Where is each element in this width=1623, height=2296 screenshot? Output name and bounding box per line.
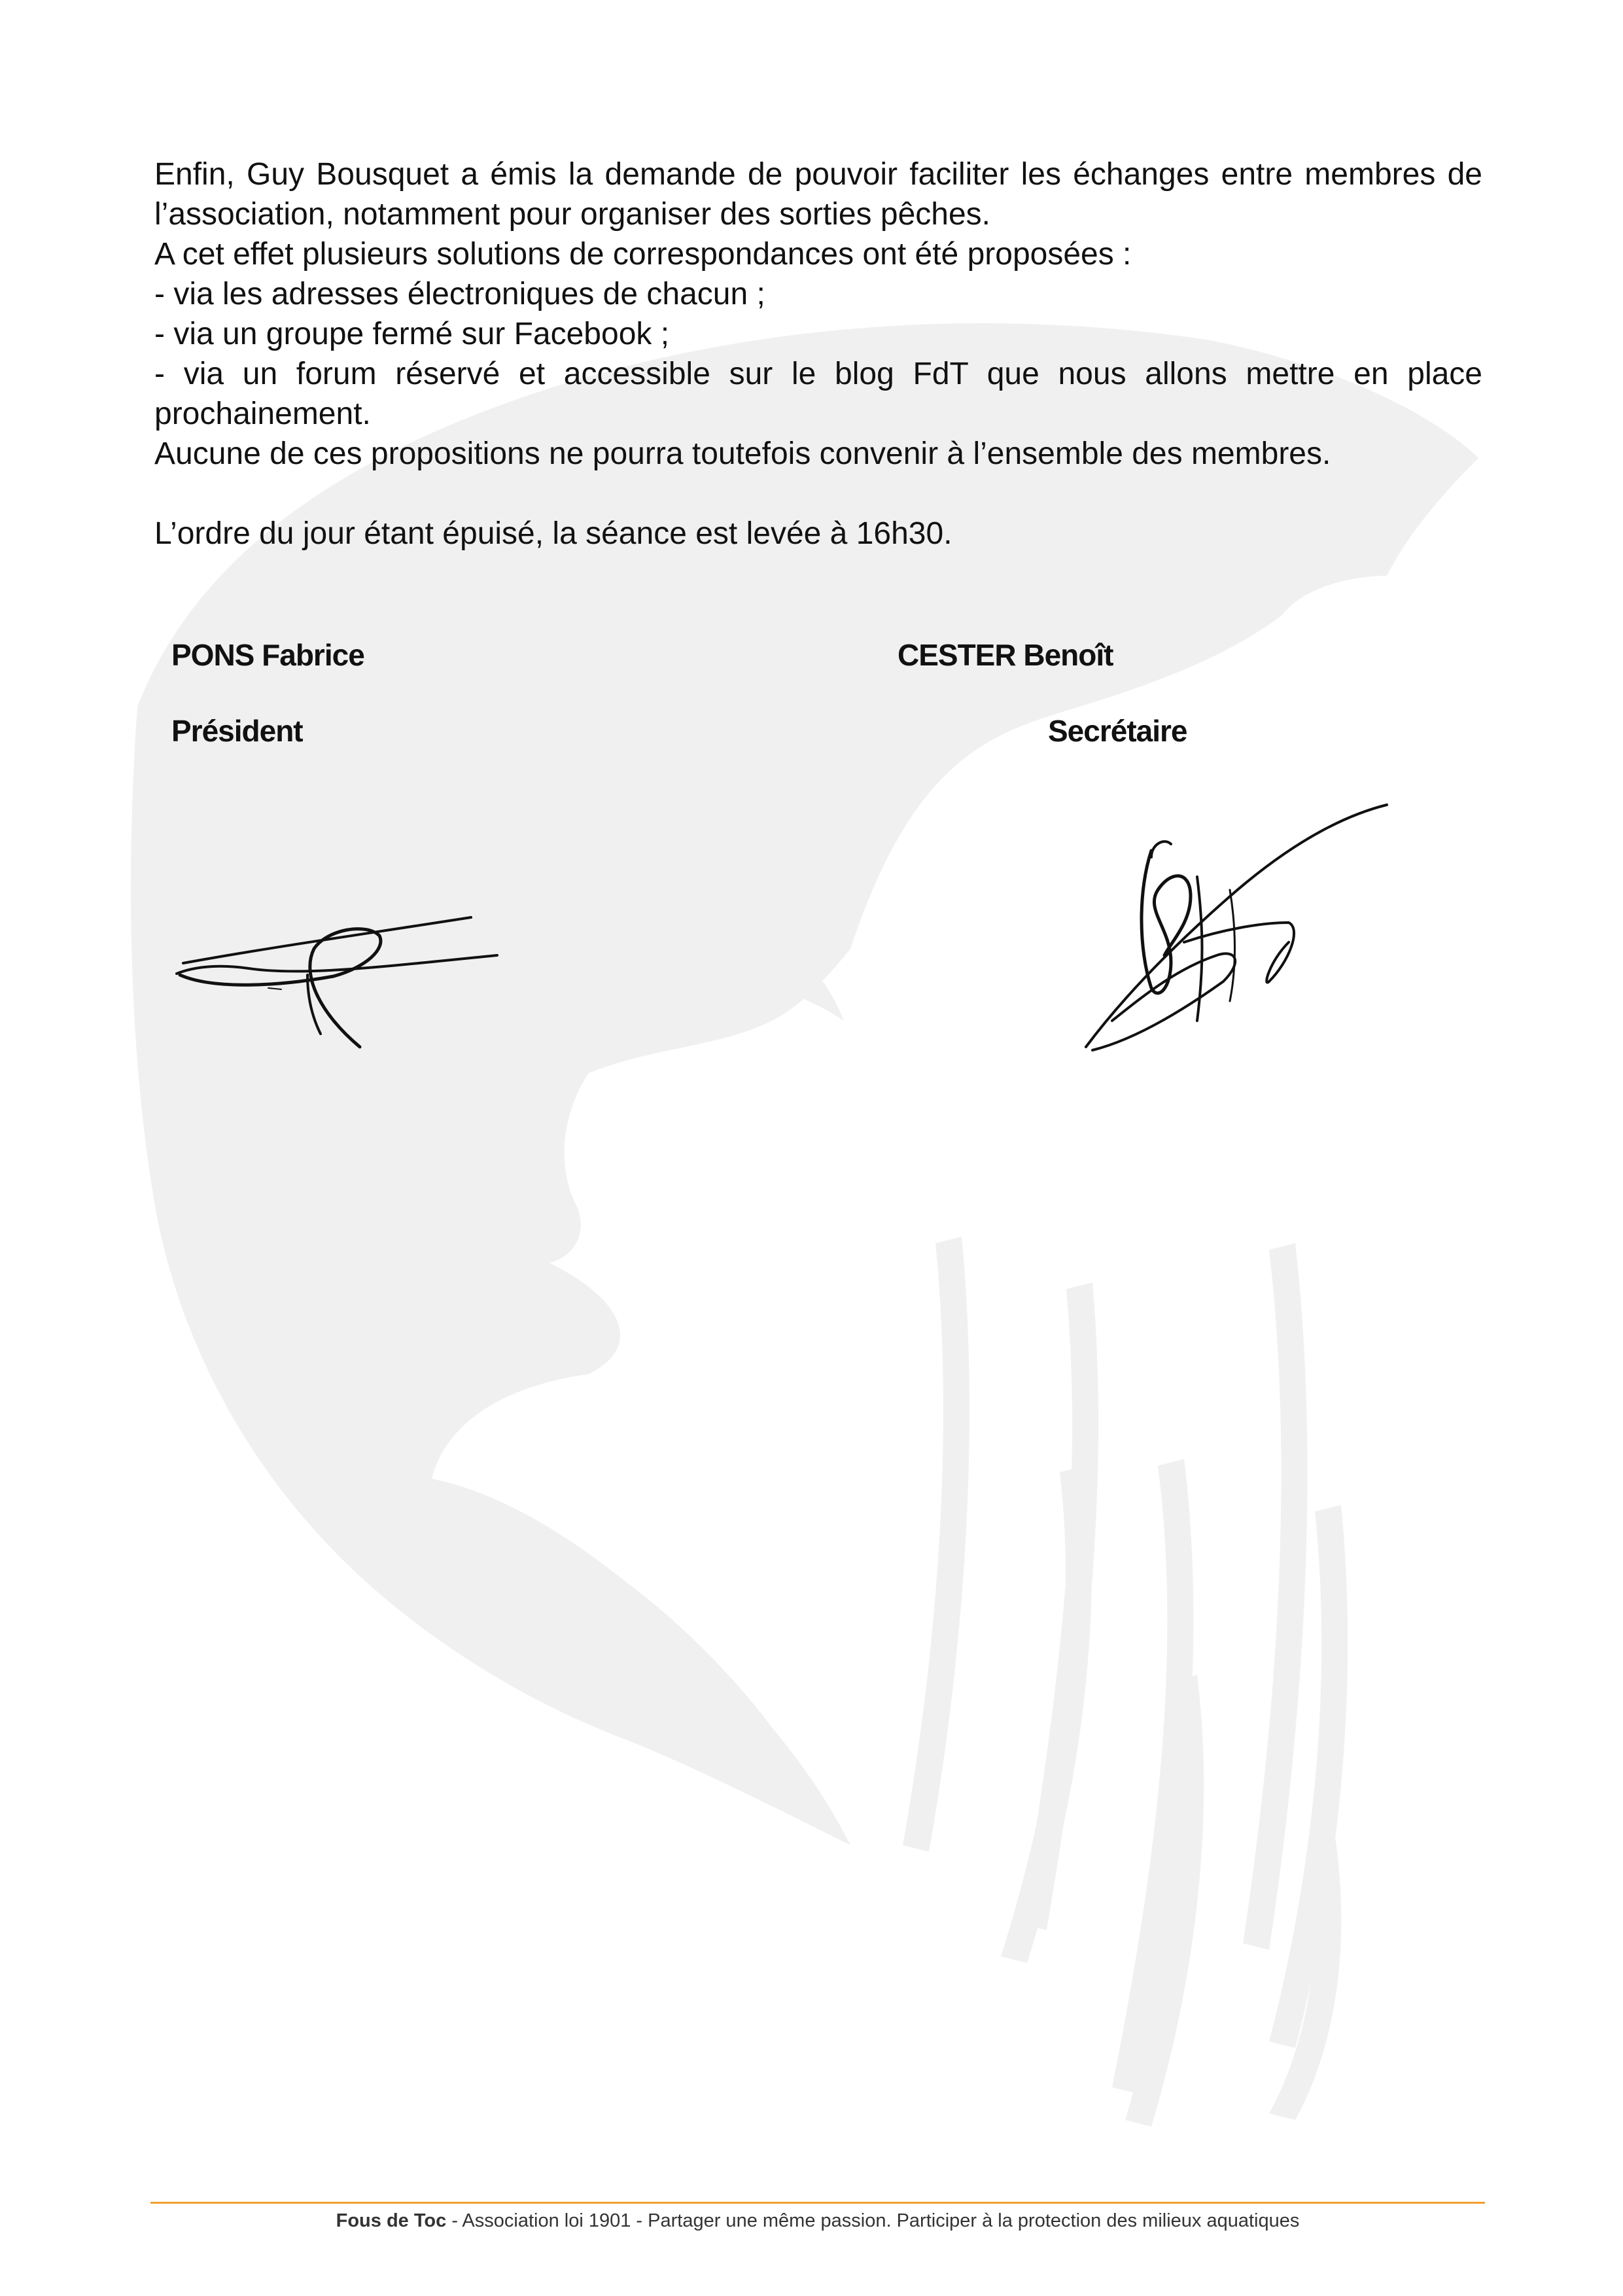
footer-tagline: - Association loi 1901 - Partager une même passion. Participer à la protection des milieux aquatiques xyxy=(446,2210,1300,2231)
signatory-right-role: Secrétaire xyxy=(1048,714,1187,748)
footer xyxy=(150,2208,1485,2234)
president-signature-icon xyxy=(170,903,523,1060)
paragraph-request: Enfin, Guy Bousquet a émis la demande de pouvoir faciliter les échanges entre membres de l’association, notamment pour organiser des sorties pêches. xyxy=(154,157,1482,232)
list-item-facebook: - via un groupe fermé sur Facebook ; xyxy=(154,317,670,351)
document-body xyxy=(154,154,1482,554)
footer-divider xyxy=(150,2202,1485,2204)
paragraph-closing: L’ordre du jour étant épuisé, la séance est levée à 16h30. xyxy=(154,516,952,551)
footer-org-name: Fous de Toc xyxy=(336,2210,447,2231)
list-item-email: - via les adresses électroniques de chacun ; xyxy=(154,277,765,311)
signatory-left-name: PONS Fabrice xyxy=(171,638,364,672)
paragraph-intro-list: A cet effet plusieurs solutions de correspondances ont été proposées : xyxy=(154,237,1132,272)
signatory-left-role: Président xyxy=(171,714,303,748)
signatory-right-name: CESTER Benoît xyxy=(898,638,1113,672)
list-item-forum: - via un forum réservé et accessible sur le blog FdT que nous allons mettre en place prochainement. xyxy=(154,357,1482,431)
spacer xyxy=(154,474,1482,514)
secretary-signature-icon xyxy=(1073,798,1400,1060)
paragraph-conclusion: Aucune de ces propositions ne pourra toutefois convenir à l’ensemble des membres. xyxy=(154,436,1331,471)
